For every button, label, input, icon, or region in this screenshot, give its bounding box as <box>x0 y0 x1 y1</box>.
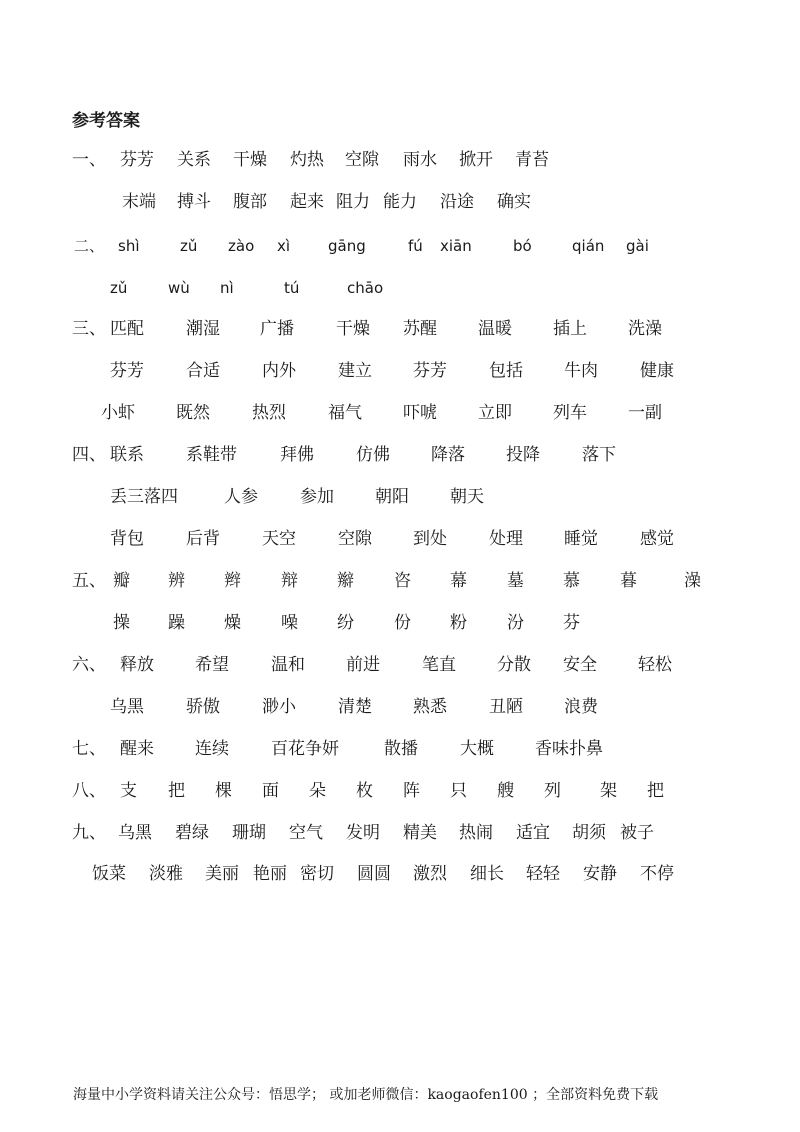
answer-char: 辨 <box>168 571 185 591</box>
answer-word: 感觉 <box>640 529 674 549</box>
answer-word: 干燥 <box>336 319 370 339</box>
answer-word: 朝天 <box>450 487 484 507</box>
section-label-5: 五、 <box>72 571 106 591</box>
answer-word: 美丽 <box>205 864 239 884</box>
answer-char: 面 <box>262 781 279 801</box>
answer-word: 起来 <box>290 192 324 212</box>
answer-word: 干燥 <box>233 150 267 170</box>
answer-word: 熟悉 <box>413 697 447 717</box>
answer-word: 丑陋 <box>489 697 523 717</box>
answer-word: 安全 <box>563 655 597 675</box>
section-label-6: 六、 <box>72 655 106 675</box>
answer-char: 纷 <box>337 613 354 633</box>
answer-word: 希望 <box>195 655 229 675</box>
answer-word: 牛肉 <box>564 361 598 381</box>
answer-word: 空气 <box>289 823 323 843</box>
answer-word: 碧绿 <box>175 823 209 843</box>
page-title: 参考答案 <box>72 111 140 131</box>
answer-char: 支 <box>120 781 137 801</box>
answer-char: 架 <box>600 781 617 801</box>
pinyin-word: wù <box>168 279 190 297</box>
answer-word: 到处 <box>413 529 447 549</box>
answer-line-16 <box>0 779 800 803</box>
answer-word: 不停 <box>640 864 674 884</box>
answer-word: 热烈 <box>252 403 286 423</box>
section-label-9: 九、 <box>72 823 106 843</box>
answer-word: 系鞋带 <box>186 445 237 465</box>
pinyin-word: xì <box>277 237 291 255</box>
answer-word: 列车 <box>553 403 587 423</box>
answer-word: 乌黑 <box>110 697 144 717</box>
section-label-1: 一、 <box>72 150 106 170</box>
answer-word: 适宜 <box>516 823 550 843</box>
answer-word: 背包 <box>110 529 144 549</box>
answer-word: 立即 <box>478 403 512 423</box>
answer-word: 珊瑚 <box>232 823 266 843</box>
answer-word: 落下 <box>582 445 616 465</box>
answer-char: 幕 <box>450 571 467 591</box>
pinyin-word: nì <box>220 279 234 297</box>
answer-word: 芬芳 <box>120 150 154 170</box>
answer-word: 阻力 <box>336 192 370 212</box>
answer-char: 操 <box>113 613 130 633</box>
answer-char: 躁 <box>168 613 185 633</box>
answer-word: 骄傲 <box>186 697 220 717</box>
answer-word: 青苔 <box>515 150 549 170</box>
answer-word: 包括 <box>489 361 523 381</box>
answer-char: 暮 <box>620 571 637 591</box>
answer-char: 噪 <box>281 613 298 633</box>
answer-word: 朝阳 <box>375 487 409 507</box>
answer-line-14 <box>0 695 800 719</box>
answer-word: 淡雅 <box>149 864 183 884</box>
answer-word: 清楚 <box>338 697 372 717</box>
answer-word: 降落 <box>431 445 465 465</box>
answer-char: 阵 <box>403 781 420 801</box>
answer-line-8 <box>0 443 800 467</box>
pinyin-word: fú <box>408 237 423 255</box>
answer-char: 墓 <box>507 571 524 591</box>
answer-word: 前进 <box>346 655 380 675</box>
section-label-2: 二、 <box>74 237 105 255</box>
answer-char: 瓣 <box>113 571 130 591</box>
answer-word: 安静 <box>583 864 617 884</box>
answer-word: 圆圆 <box>357 864 391 884</box>
answer-word: 被子 <box>620 823 654 843</box>
answer-word: 芬芳 <box>413 361 447 381</box>
answer-word: 浪费 <box>564 697 598 717</box>
answer-word: 渺小 <box>262 697 296 717</box>
answer-word: 雨水 <box>403 150 437 170</box>
answer-word: 苏醒 <box>403 319 437 339</box>
answer-char: 只 <box>450 781 467 801</box>
answer-word: 空隙 <box>338 529 372 549</box>
answer-word: 腹部 <box>233 192 267 212</box>
answer-word: 吓唬 <box>403 403 437 423</box>
answer-line-10 <box>0 527 800 551</box>
answer-word: 醒来 <box>120 739 154 759</box>
answer-word: 发明 <box>346 823 380 843</box>
pinyin-word: zào <box>228 237 255 255</box>
answer-word: 仿佛 <box>356 445 390 465</box>
answer-word: 后背 <box>186 529 220 549</box>
answer-word: 艳丽 <box>253 864 287 884</box>
answer-char: 把 <box>647 781 664 801</box>
answer-char: 把 <box>168 781 185 801</box>
answer-word: 确实 <box>497 192 531 212</box>
pinyin-word: gài <box>626 237 649 255</box>
answer-line-18 <box>0 862 800 886</box>
answer-word: 福气 <box>328 403 362 423</box>
answer-word: 散播 <box>384 739 418 759</box>
answer-char: 艘 <box>497 781 514 801</box>
answer-word: 胡须 <box>572 823 606 843</box>
answer-line-2 <box>0 190 800 214</box>
answer-word: 释放 <box>120 655 154 675</box>
answer-word: 既然 <box>176 403 210 423</box>
answer-word: 参加 <box>300 487 334 507</box>
answer-line-17 <box>0 821 800 845</box>
section-label-3: 三、 <box>72 319 106 339</box>
pinyin-word: qián <box>572 237 605 255</box>
answer-word: 合适 <box>186 361 220 381</box>
answer-line-9 <box>0 485 800 509</box>
answer-char: 汾 <box>507 613 524 633</box>
answer-word: 末端 <box>122 192 156 212</box>
answer-word: 潮湿 <box>186 319 220 339</box>
answer-word: 空隙 <box>345 150 379 170</box>
answer-word: 天空 <box>262 529 296 549</box>
answer-char: 朵 <box>309 781 326 801</box>
answer-char: 燥 <box>224 613 241 633</box>
answer-word: 联系 <box>110 445 144 465</box>
answer-word: 大概 <box>460 739 494 759</box>
answer-word: 热闹 <box>459 823 493 843</box>
answer-word: 密切 <box>300 864 334 884</box>
pinyin-word: chāo <box>347 279 384 297</box>
answer-word: 分散 <box>497 655 531 675</box>
answer-char: 辫 <box>224 571 241 591</box>
answer-word: 拜佛 <box>280 445 314 465</box>
section-label-7: 七、 <box>72 739 106 759</box>
answer-line-11 <box>0 569 800 593</box>
section-label-8: 八、 <box>72 781 106 801</box>
answer-char: 澡 <box>684 571 701 591</box>
answer-word: 激烈 <box>413 864 447 884</box>
answer-word: 一副 <box>628 403 662 423</box>
answer-word: 香味扑鼻 <box>535 739 603 759</box>
answer-word: 建立 <box>338 361 372 381</box>
answer-word: 连续 <box>195 739 229 759</box>
pinyin-word: gāng <box>328 237 366 255</box>
answer-word: 芬芳 <box>110 361 144 381</box>
answer-char: 辩 <box>281 571 298 591</box>
pinyin-word: xiān <box>440 237 472 255</box>
answer-line-5 <box>0 317 800 341</box>
answer-word: 洗澡 <box>628 319 662 339</box>
pinyin-word: shì <box>118 237 140 255</box>
answer-word: 投降 <box>506 445 540 465</box>
answer-word: 人参 <box>224 487 258 507</box>
answer-word: 内外 <box>262 361 296 381</box>
answer-word: 温和 <box>271 655 305 675</box>
answer-word: 轻松 <box>638 655 672 675</box>
answer-word: 掀开 <box>459 150 493 170</box>
answer-line-1 <box>0 148 800 172</box>
answer-word: 处理 <box>489 529 523 549</box>
answer-char: 咨 <box>394 571 411 591</box>
answer-word: 睡觉 <box>564 529 598 549</box>
answer-word: 细长 <box>470 864 504 884</box>
answer-line-3 <box>0 234 800 258</box>
answer-word: 关系 <box>177 150 211 170</box>
answer-word: 笔直 <box>422 655 456 675</box>
answer-char: 粉 <box>450 613 467 633</box>
answer-word: 饭菜 <box>92 864 126 884</box>
answer-word: 搏斗 <box>177 192 211 212</box>
answer-word: 温暖 <box>478 319 512 339</box>
answer-word: 沿途 <box>440 192 474 212</box>
answer-word: 轻轻 <box>526 864 560 884</box>
pinyin-word: zǔ <box>110 279 128 297</box>
answer-line-15 <box>0 737 800 761</box>
answer-word: 丢三落四 <box>110 487 178 507</box>
answer-char: 辮 <box>337 571 354 591</box>
pinyin-word: tú <box>284 279 300 297</box>
answer-char: 枚 <box>356 781 373 801</box>
answer-line-7 <box>0 401 800 425</box>
answer-line-13 <box>0 653 800 677</box>
answer-char: 慕 <box>563 571 580 591</box>
footer-notice: 海量中小学资料请关注公众号：悟思学； 或加老师微信：kaogaofen100 ；全部资料免费下载 <box>73 1087 659 1103</box>
answer-line-4 <box>0 276 800 300</box>
pinyin-word: zǔ <box>180 237 198 255</box>
answer-char: 份 <box>394 613 411 633</box>
answer-char: 棵 <box>215 781 232 801</box>
answer-word: 小虾 <box>101 403 135 423</box>
answer-line-12 <box>0 611 800 635</box>
answer-word: 精美 <box>403 823 437 843</box>
answer-line-6 <box>0 359 800 383</box>
section-label-4: 四、 <box>72 445 106 465</box>
answer-word: 能力 <box>383 192 417 212</box>
answer-char: 列 <box>544 781 561 801</box>
answer-word: 健康 <box>640 361 674 381</box>
answer-word: 乌黑 <box>118 823 152 843</box>
answer-char: 芬 <box>563 613 580 633</box>
answer-word: 灼热 <box>290 150 324 170</box>
pinyin-word: bó <box>513 237 532 255</box>
answer-word: 百花争妍 <box>271 739 339 759</box>
answer-word: 插上 <box>553 319 587 339</box>
answer-word: 匹配 <box>110 319 144 339</box>
answer-word: 广播 <box>260 319 294 339</box>
